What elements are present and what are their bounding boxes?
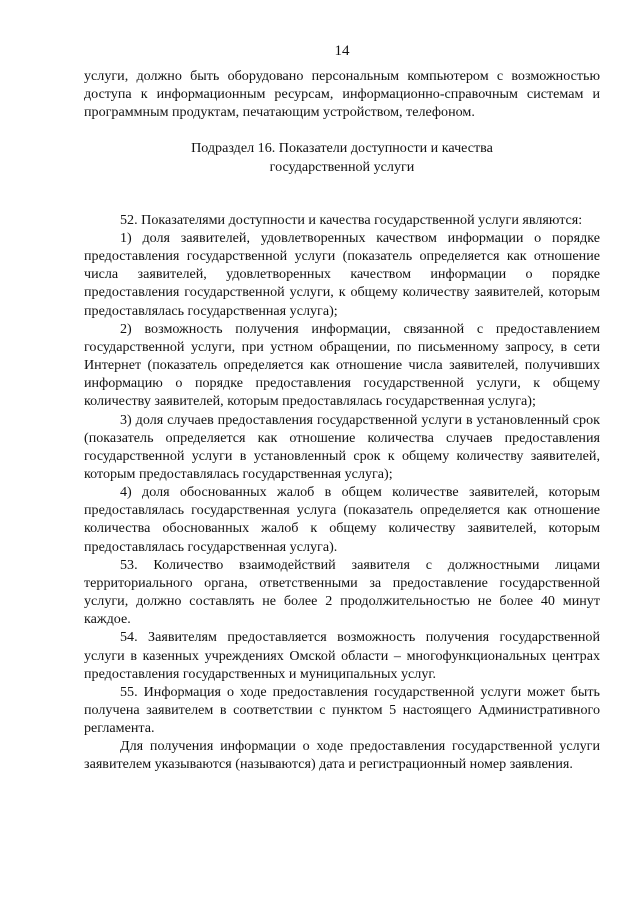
subsection-heading-line-1: Подраздел 16. Показатели доступности и качества bbox=[191, 140, 493, 157]
paragraph-55-continuation: Для получения информации о ходе предоставления государственной услуги заявителем указываются (называются) дата и регистрационный номер заявления. bbox=[84, 738, 600, 773]
paragraph-53: 53. Количество взаимодействий заявителя с должностными лицами территориального органа, ответственными за предоставление государственной услуги, должно составлять не более 2 продолжительностью не более 40 минут каждое. bbox=[84, 556, 600, 628]
paragraph-52-item-3: 3) доля случаев предоставления государственной услуги в установленный срок (показатель определяется как отношение количества случаев предоставления государственной услуги в установленный срок к общему количеству заявителей, которым предоставлялась государственная услуга); bbox=[84, 411, 600, 482]
subsection-heading bbox=[84, 139, 600, 175]
page-number: 14 bbox=[334, 43, 350, 59]
subsection-heading-line-2: государственной услуги bbox=[269, 158, 415, 175]
paragraph-52-item-1: 1) доля заявителей, удовлетворенных качеством информации о порядке предоставления государственной услуги (показатель определяется как отношение числа заявителей, удовлетворенных качеством информации о порядке предоставления государственной услуги, к общему количеству заявителей, которым предоставлялась государственная услуга); bbox=[84, 229, 600, 319]
document-content bbox=[84, 67, 600, 774]
paragraph-52-item-4: 4) доля обоснованных жалоб в общем количестве заявителей, которым предоставлялась государственная услуга (показатель определяется как отношение количества обоснованных жалоб к общему количеству заявителей, которым предоставлялась государственная услуга). bbox=[84, 484, 600, 555]
intro-paragraph: услуги, должно быть оборудовано персональным компьютером с возможностью доступа к информационным ресурсам, информационно-справочным системам и программным продуктам, печатающим устройством, телефоном. bbox=[84, 68, 600, 121]
paragraph-52-item-2: 2) возможность получения информации, связанной с предоставлением государственной услуги, при устном обращении, по письменному запросу, в сети Интернет (показатель определяется как отношение числа заявителей, получивших информацию о порядке предоставления государственной услуги, к общему количеству заявителей, которым предоставлялась государственная услуга); bbox=[84, 320, 600, 410]
paragraph-52: 52. Показателями доступности и качества государственной услуги являются: bbox=[120, 211, 583, 228]
paragraph-55: 55. Информация о ходе предоставления государственной услуги может быть получена заявителем в соответствии с пунктом 5 настоящего Административного регламента. bbox=[84, 683, 600, 737]
paragraph-54: 54. Заявителям предоставляется возможность получения государственной услуги в казенных учреждениях Омской области – многофункциональных центрах предоставления государственных и муниципальных услуг. bbox=[84, 629, 600, 682]
